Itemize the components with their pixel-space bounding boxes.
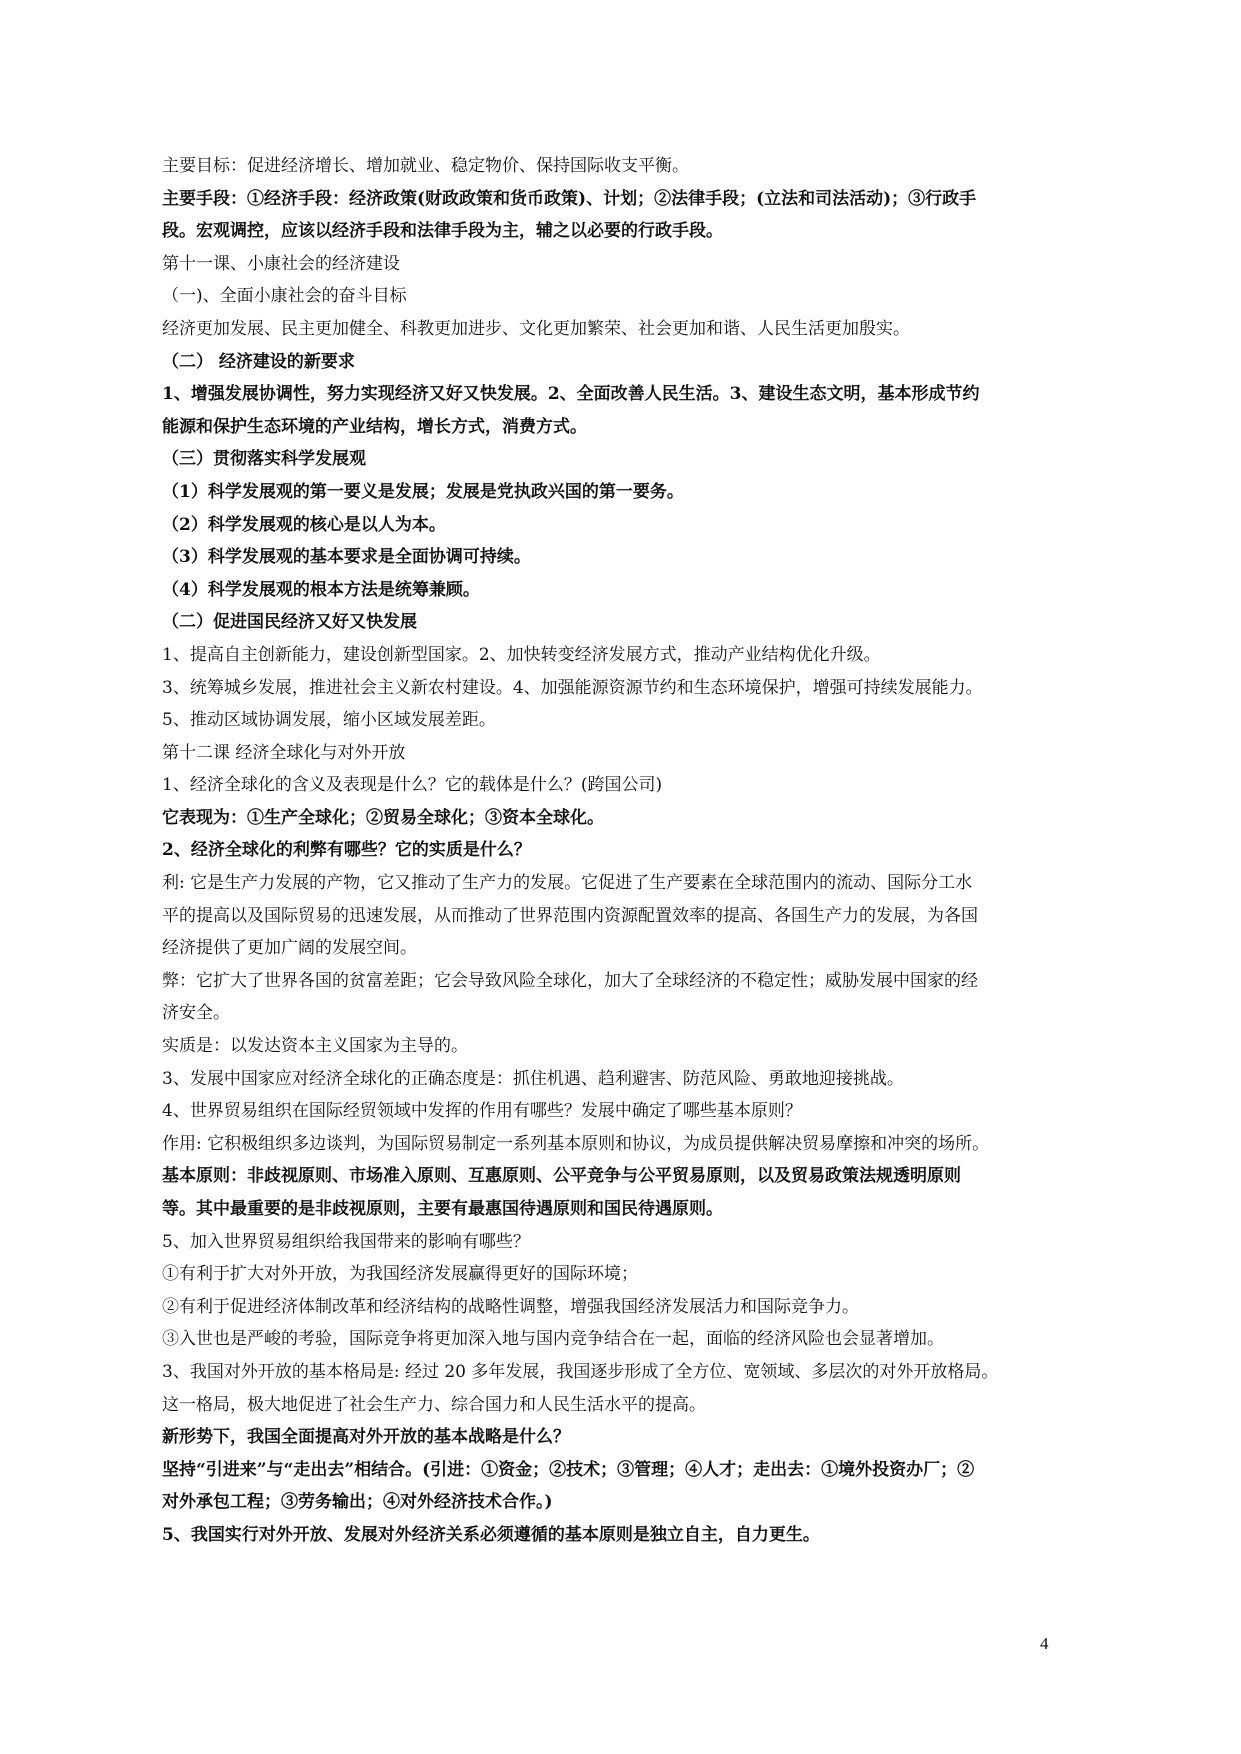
text-line: 3、统筹城乡发展，推进社会主义新农村建设。4、加强能源资源节约和生态环境保护，增强可持续发展能力。 [162,677,983,698]
text-line: 5、加入世界贸易组织给我国带来的影响有哪些？ [162,1231,530,1252]
page-number: 4 [1040,1634,1049,1653]
text-line: 4、世界贸易组织在国际经贸领域中发挥的作用有哪些？发展中确定了哪些基本原则？ [162,1101,802,1122]
text-line: 济安全。 [162,1003,230,1024]
text-line: 主要手段：①经济手段：经济政策(财政政策和货币政策)、计划；②法律手段；(立法和司法活动)；③行政手 [162,188,977,209]
document-body [162,150,1062,1552]
text-line: 利: 它是生产力发展的产物，它又推动了生产力的发展。它促进了生产要素在全球范围内的流动、国际分工水 [162,873,973,894]
text-line: （一)、全面小康社会的奋斗目标 [162,286,407,307]
text-line: 新形势下，我国全面提高对外开放的基本战略是什么？ [162,1427,570,1448]
text-line: （2）科学发展观的核心是以人为本。 [162,514,446,535]
text-line: （1）科学发展观的第一要义是发展；发展是党执政兴国的第一要务。 [162,481,684,502]
text-line: （二）促进国民经济又好又快发展 [162,612,417,633]
text-line: 1、提高自主创新能力，建设创新型国家。2、加快转变经济发展方式，推动产业结构优化升级。 [162,644,881,665]
text-line: 经济提供了更加广阔的发展空间。 [162,938,417,959]
text-line: 第十一课、小康社会的经济建设 [162,253,400,274]
text-line: 能源和保护生态环境的产业结构，增长方式，消费方式。 [162,416,587,437]
text-line: 段。宏观调控，应该以经济手段和法律手段为主，辅之以必要的行政手段。 [162,221,723,242]
text-line: 2、经济全球化的利弊有哪些？它的实质是什么？ [162,840,531,861]
text-line: （二） 经济建设的新要求 [162,351,355,372]
text-line: 作用: 它积极组织多边谈判，为国际贸易制定一系列基本原则和协议，为成员提供解决贸易摩擦和冲突的场所。 [162,1133,990,1154]
text-line: 这一格局，极大地促进了社会生产力、综合国力和人民生活水平的提高。 [162,1394,706,1415]
text-line: 等。其中最重要的是非歧视原则，主要有最惠国待遇原则和国民待遇原则。 [162,1199,723,1219]
text-line: （三）贯彻落实科学发展观 [162,449,366,470]
text-line: 平的提高以及国际贸易的迅速发展，从而推动了世界范围内资源配置效率的提高、各国生产力的发展，为各国 [162,905,978,926]
text-line: 5、我国实行对外开放、发展对外经济关系必须遵循的基本原则是独立自主，自力更生。 [162,1524,820,1545]
text-line: 对外承包工程；③劳务输出；④对外经济技术合作。) [162,1492,553,1513]
text-line: （3）科学发展观的基本要求是全面协调可持续。 [162,547,531,568]
text-line: 主要目标：促进经济增长、增加就业、稳定物价、保持国际收支平衡。 [162,156,689,176]
text-line: 1、增强发展协调性，努力实现经济又好又快发展。2、全面改善人民生活。3、建设生态文明，基本形成节约 [162,384,980,405]
text-line: 3、我国对外开放的基本格局是: 经过 20 多年发展，我国逐步形成了全方位、宽领域、多层次的对外开放格局。 [162,1361,999,1382]
text-line: 经济更加发展、民主更加健全、科教更加进步、文化更加繁荣、社会更加和谐、人民生活更加殷实。 [162,318,910,339]
text-line: ③入世也是严峻的考验，国际竞争将更加深入地与国内竞争结合在一起，面临的经济风险也会显著增加。 [162,1329,944,1350]
text-line: 实质是：以发达资本主义国家为主导的。 [162,1036,468,1057]
text-line: ①有利于扩大对外开放，为我国经济发展赢得更好的国际环境； [162,1264,638,1285]
text-line: 基本原则：非歧视原则、市场准入原则、互惠原则、公平竞争与公平贸易原则，以及贸易政策法规透明原则 [162,1166,961,1187]
text-line: 坚持“引进来”与“走出去”相结合。(引进：①资金；②技术；③管理；④人才；走出去：①境外投资办厂；② [162,1459,975,1480]
text-line: ②有利于促进经济体制改革和经济结构的战略性调整，增强我国经济发展活力和国际竞争力。 [162,1296,859,1317]
text-line: （4）科学发展观的根本方法是统筹兼顾。 [162,579,480,600]
text-line: 5、推动区域协调发展，缩小区域发展差距。 [162,710,496,731]
text-line: 第十二课 经济全球化与对外开放 [162,742,406,763]
text-line: 1、经济全球化的含义及表现是什么？它的载体是什么？(跨国公司) [162,775,663,796]
text-line: 它表现为：①生产全球化；②贸易全球化；③资本全球化。 [162,807,604,828]
text-line: 3、发展中国家应对经济全球化的正确态度是：抓住机遇、趋利避害、防范风险、勇敢地迎接挑战。 [162,1068,904,1089]
text-line: 弊：它扩大了世界各国的贫富差距；它会导致风险全球化，加大了全球经济的不稳定性；威胁发展中国家的经 [162,970,978,991]
